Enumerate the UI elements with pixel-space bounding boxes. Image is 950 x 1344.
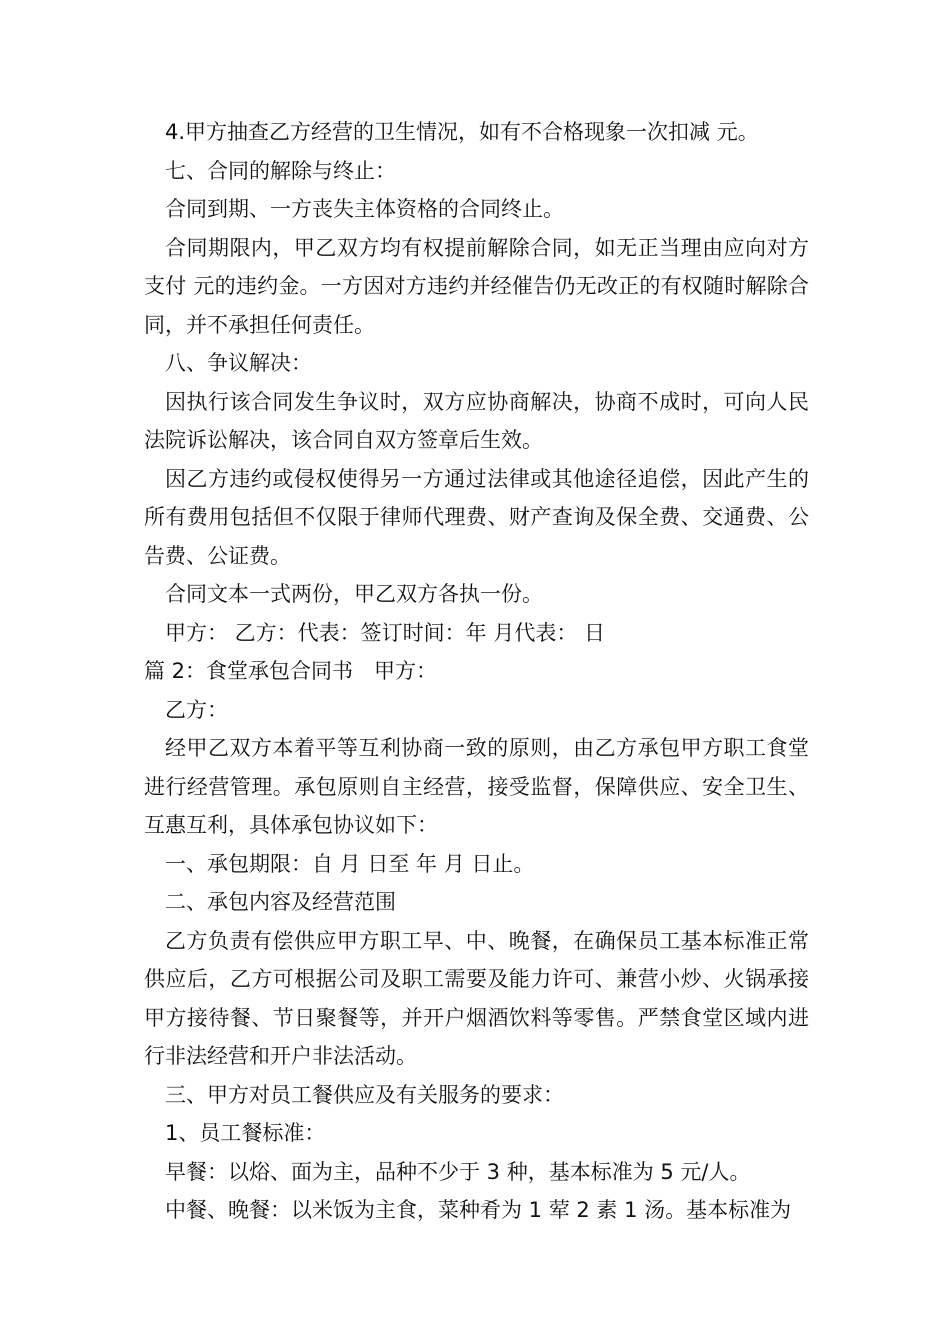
breakfast-standard: 早餐：以焀、面为主，品种不少于 3 种，基本标准为 5 元/人。: [165, 1159, 751, 1184]
section-7-termination: 合同到期、一方丧失主体资格的合同终止。: [165, 197, 564, 221]
party-b-line: 乙方：: [165, 697, 228, 722]
section-3-heading: 三、甲方对员工餐供应及有关服务的要求：: [165, 1082, 564, 1107]
signature-line: 甲方： 乙方：代表：签订时间：年 月代表： 日: [165, 620, 606, 645]
section-7-heading: 七、合同的解除与终止：: [165, 158, 396, 183]
meal-standard-heading: 1、员工餐标准：: [165, 1121, 326, 1145]
section-1-term: 一、承包期限：自 月 日至 年 月 日止。: [165, 851, 535, 876]
section-8-heading: 八、争议解决：: [165, 351, 312, 375]
copies-clause: 合同文本一式两份，甲乙双方各执一份。: [165, 582, 543, 606]
section-2-heading: 二、承包内容及经营范围: [165, 890, 396, 914]
section-8-dispute: 因执行该合同发生争议时，双方应协商解决，协商不成时，可向人民法院诉讼解决，该合同自双方签章后生效。: [144, 389, 809, 452]
section-2-scope: 乙方负责有偿供应甲方职工早、中、晚餐，在确保员工基本标准正常供应后，乙方可根据公司及职工需要及能力许可、兼营小炒、火锅承接甲方接待餐、节日聚餐等，并开户烟酒饮料等零售。严禁食堂区域内进行非法经营和开户非法活动。: [144, 928, 809, 1068]
clause-4-hygiene-check: 4.甲方抽查乙方经营的卫生情况，如有不合格现象一次扣减 元。: [165, 120, 759, 144]
lunch-dinner-standard: 中餐、晚餐：以米饭为主食，菜种肴为 1 荤 2 素 1 汤。基本标准为: [165, 1198, 792, 1222]
part-2-title: 篇 2：食堂承包合同书 甲方：: [144, 659, 438, 683]
section-7-early-termination: 合同期限内，甲乙双方均有权提前解除合同，如无正当理由应向对方支付 元的违约金。一方因对方违约并经催告仍无改正的有权随时解除合同，并不承担任何责任。: [144, 235, 809, 337]
document-body: [144, 113, 809, 1230]
preamble: 经甲乙双方本着平等互利协商一致的原则，由乙方承包甲方职工食堂进行经营管理。承包原则自主经营，接受监督，保障供应、安全卫生、互惠互利，具体承包协议如下：: [144, 736, 809, 837]
section-8-costs: 因乙方违约或侵权使得另一方通过法律或其他途径追偿，因此产生的所有费用包括但不仅限于律师代理费、财产查询及保全费、交通费、公告费、公证费。: [144, 466, 809, 568]
